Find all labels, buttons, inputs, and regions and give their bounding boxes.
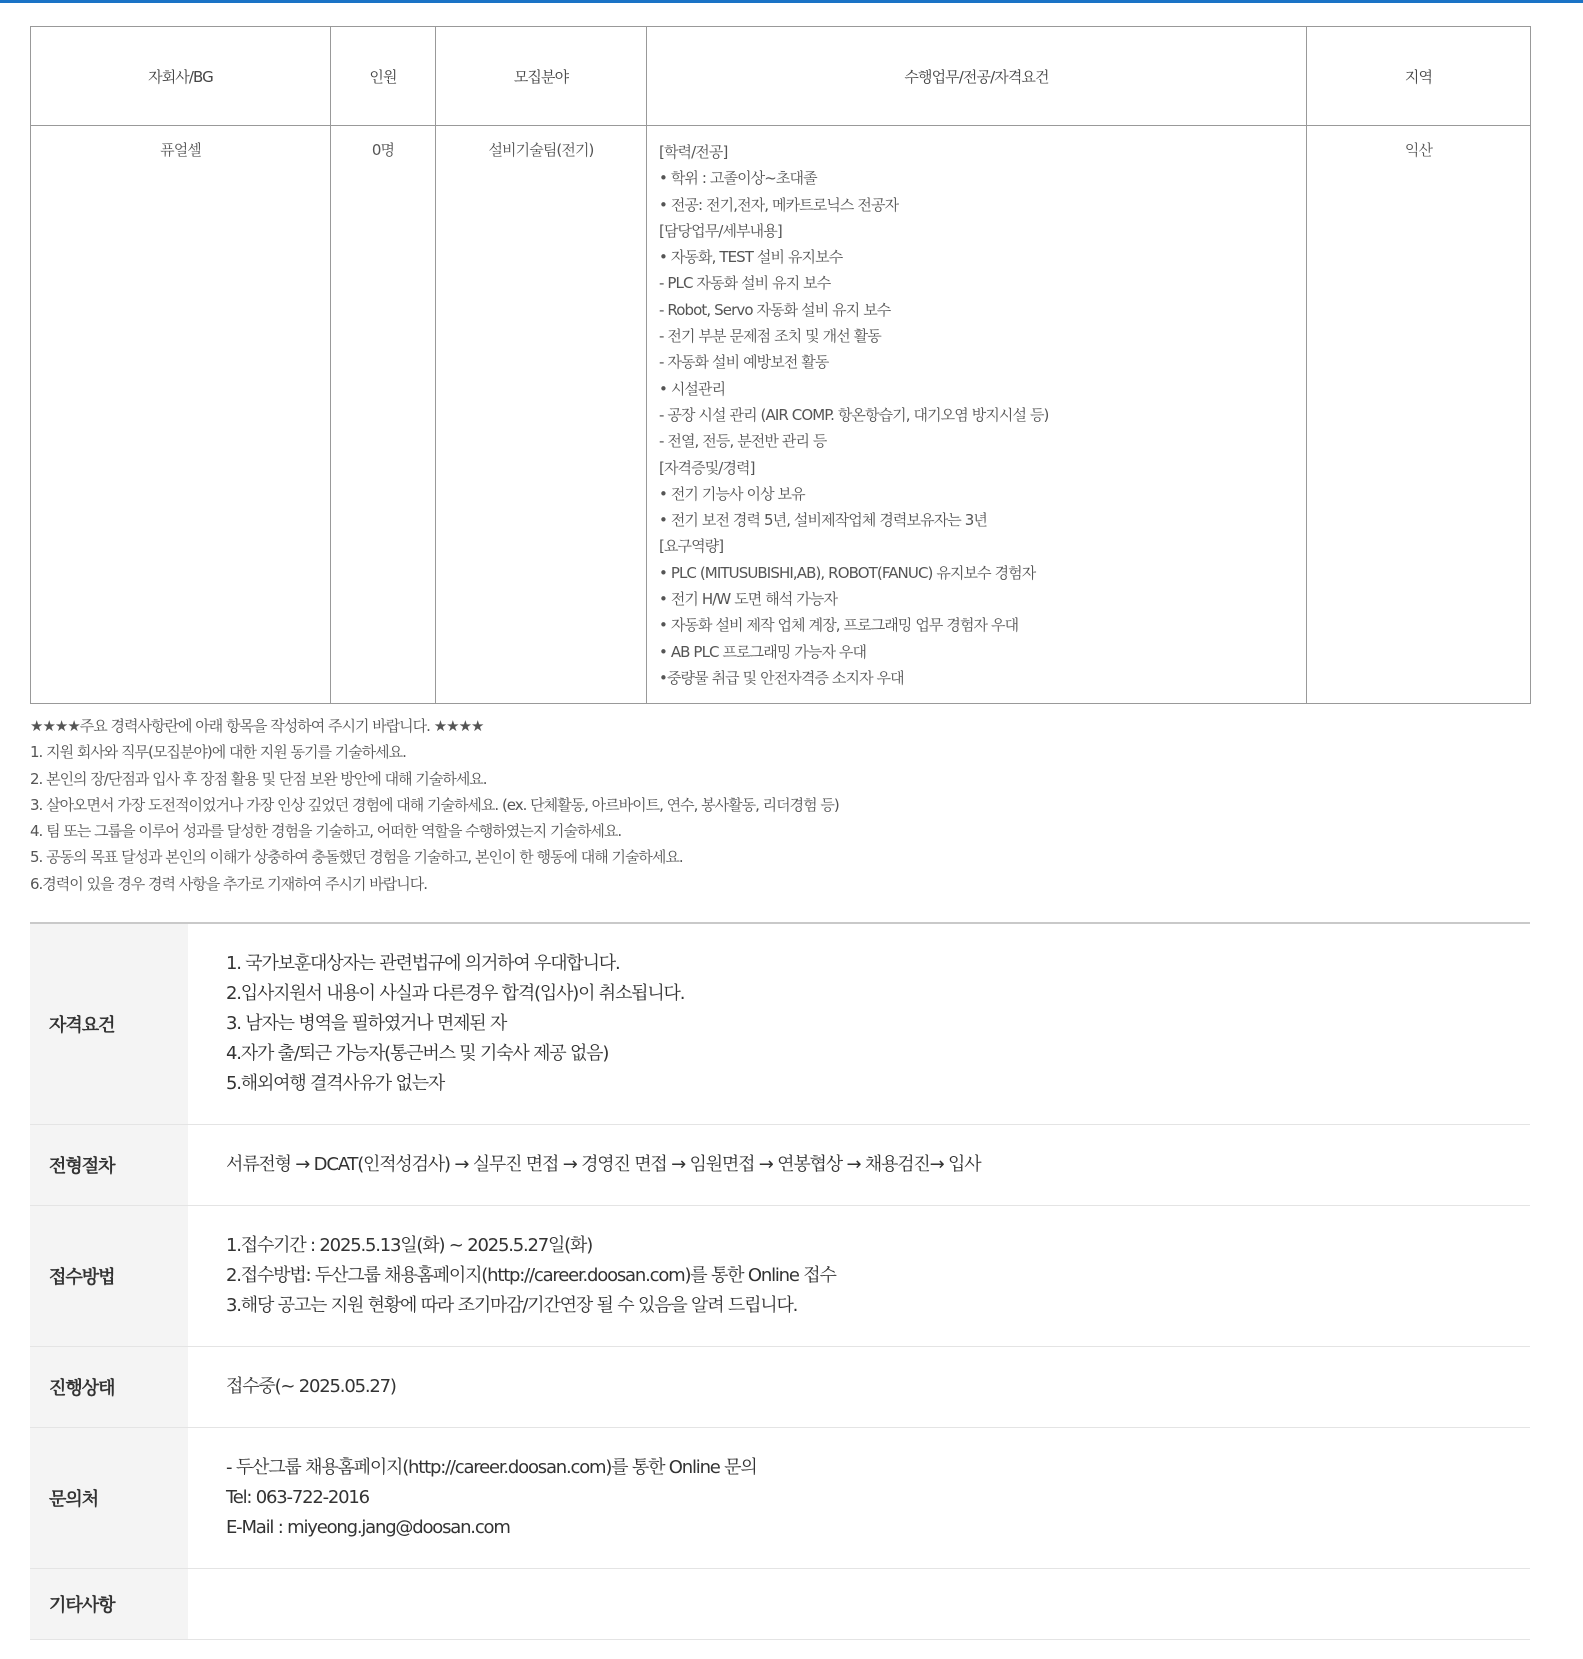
duty-line: - 전기 부분 문제점 조치 및 개선 활동: [659, 327, 881, 346]
duty-line: [담당업무/세부내용]: [659, 221, 782, 240]
info-row-etc: [30, 1569, 1530, 1640]
qualification-line: 2.입사지원서 내용이 사실과 다른경우 합격(입사)이 취소됩니다.: [226, 983, 685, 1004]
recruitment-info-table: [30, 922, 1530, 1640]
status-line: 접수중(~ 2025.05.27): [226, 1376, 396, 1397]
duty-line: • 전기 기능사 이상 보유: [659, 484, 805, 503]
contact-line: Tel: 063-722-2016: [226, 1487, 369, 1508]
note-item: 2. 본인의 장/단점과 입사 후 장점 활용 및 단점 보완 방안에 대해 기술하세요.: [30, 769, 487, 788]
duty-line: - 공장 시설 관리 (AIR COMP. 항온항습기, 대기오염 방지시설 등): [659, 405, 1049, 424]
application-line: 2.접수방법: 두산그룹 채용홈페이지(http://career.doosan.com)를 통한 Online 접수: [226, 1265, 836, 1286]
duty-line: •중량물 취급 및 안전자격증 소지자 우대: [659, 668, 904, 687]
application-line: 1.접수기간 : 2025.5.13일(화) ~ 2025.5.27일(화): [226, 1235, 593, 1256]
info-value-application: [188, 1206, 1530, 1346]
cell-company: 퓨얼셀: [31, 126, 331, 704]
contact-line: - 두산그룹 채용홈페이지(http://career.doosan.com)를 통한 Online 문의: [226, 1457, 757, 1478]
duty-line: • PLC (MITUSUBISHI,AB), ROBOT(FANUC) 유지보수 경험자: [659, 563, 1036, 582]
info-label: 접수방법: [30, 1206, 188, 1346]
info-value-status: [188, 1347, 1530, 1427]
cell-duties: [647, 126, 1307, 704]
duty-line: [학력/전공]: [659, 143, 728, 161]
application-notes: [30, 713, 839, 897]
table-row: [31, 126, 1531, 704]
note-item: 5. 공동의 목표 달성과 본인의 이해가 상충하여 충돌했던 경험을 기술하고, 본인이 한 행동에 대해 기술하세요.: [30, 848, 683, 867]
duty-line: - 자동화 설비 예방보전 활동: [659, 353, 829, 372]
qualification-line: 5.해외여행 결격사유가 없는자: [226, 1073, 445, 1094]
header-company: 자회사/BG: [31, 27, 331, 126]
duty-line: • 시설관리: [659, 379, 726, 398]
job-table-header-row: [31, 27, 1531, 126]
duty-line: [자격증및/경력]: [659, 458, 755, 477]
info-row-process: [30, 1125, 1530, 1206]
info-row-application: [30, 1206, 1530, 1347]
header-region: 지역: [1307, 27, 1531, 126]
note-item: 4. 팀 또는 그룹을 이루어 성과를 달성한 경험을 기술하고, 어떠한 역할을 수행하였는지 기술하세요.: [30, 822, 622, 841]
application-line: 3.해당 공고는 지원 현황에 따라 조기마감/기간연장 될 수 있음을 알려 드립니다.: [226, 1295, 798, 1316]
note-item: 6.경력이 있을 경우 경력 사항을 추가로 기재하여 주시기 바랍니다.: [30, 874, 427, 893]
job-posting-table: [30, 26, 1531, 704]
info-label: 자격요건: [30, 924, 188, 1124]
info-row-contact: [30, 1428, 1530, 1569]
note-item: 1. 지원 회사와 직무(모집분야)에 대한 지원 동기를 기술하세요.: [30, 743, 406, 762]
info-row-qualification: [30, 924, 1530, 1125]
info-label: 전형절차: [30, 1125, 188, 1205]
duty-line: • 자동화, TEST 설비 유지보수: [659, 248, 843, 267]
info-value-etc: [188, 1569, 1530, 1639]
note-item: 3. 살아오면서 가장 도전적이었거나 가장 인상 깊었던 경험에 대해 기술하세요. (ex. 단체활동, 아르바이트, 연수, 봉사활동, 리더경험 등): [30, 795, 839, 814]
cell-field: 설비기술팀(전기): [436, 126, 647, 704]
note-heading: ★★★★주요 경력사항란에 아래 항목을 작성하여 주시기 바랍니다. ★★★★: [30, 717, 484, 735]
info-value-contact: [188, 1428, 1530, 1568]
info-value-qualification: [188, 924, 1530, 1124]
duty-line: [요구역량]: [659, 537, 724, 556]
duty-line: • 자동화 설비 제작 업체 계장, 프로그래밍 업무 경험자 우대: [659, 616, 1019, 635]
info-label: 기타사항: [30, 1569, 188, 1639]
info-label: 진행상태: [30, 1347, 188, 1427]
contact-line: E-Mail : miyeong.jang@doosan.com: [226, 1517, 510, 1538]
duty-line: • 전기 보전 경력 5년, 설비제작업체 경력보유자는 3년: [659, 511, 987, 530]
info-label: 문의처: [30, 1428, 188, 1568]
info-row-status: [30, 1347, 1530, 1428]
top-accent-bar: [0, 0, 1583, 3]
qualification-line: 1. 국가보훈대상자는 관련법규에 의거하여 우대합니다.: [226, 953, 620, 974]
duty-line: • 학위 : 고졸이상~초대졸: [659, 169, 817, 188]
header-field: 모집분야: [436, 27, 647, 126]
cell-region: 익산: [1307, 126, 1531, 704]
duty-line: • AB PLC 프로그래밍 가능자 우대: [659, 642, 867, 661]
duty-line: - 전열, 전등, 분전반 관리 등: [659, 432, 827, 451]
qualification-line: 4.자가 출/퇴근 가능자(통근버스 및 기숙사 제공 없음): [226, 1043, 609, 1064]
duty-line: • 전공: 전기,전자, 메카트로닉스 전공자: [659, 195, 899, 214]
duty-line: - Robot, Servo 자동화 설비 유지 보수: [659, 300, 891, 319]
header-headcount: 인원: [331, 27, 436, 126]
cell-headcount: 0명: [331, 126, 436, 704]
qualification-line: 3. 남자는 병역을 필하였거나 면제된 자: [226, 1013, 507, 1034]
duty-line: • 전기 H/W 도면 해석 가능자: [659, 590, 838, 609]
process-line: 서류전형 → DCAT(인적성검사) → 실무진 면접 → 경영진 면접 → 임원면접 → 연봉협상 → 채용검진→ 입사: [226, 1154, 981, 1175]
header-duties: 수행업무/전공/자격요건: [647, 27, 1307, 126]
info-value-process: [188, 1125, 1530, 1205]
duty-line: - PLC 자동화 설비 유지 보수: [659, 274, 831, 293]
